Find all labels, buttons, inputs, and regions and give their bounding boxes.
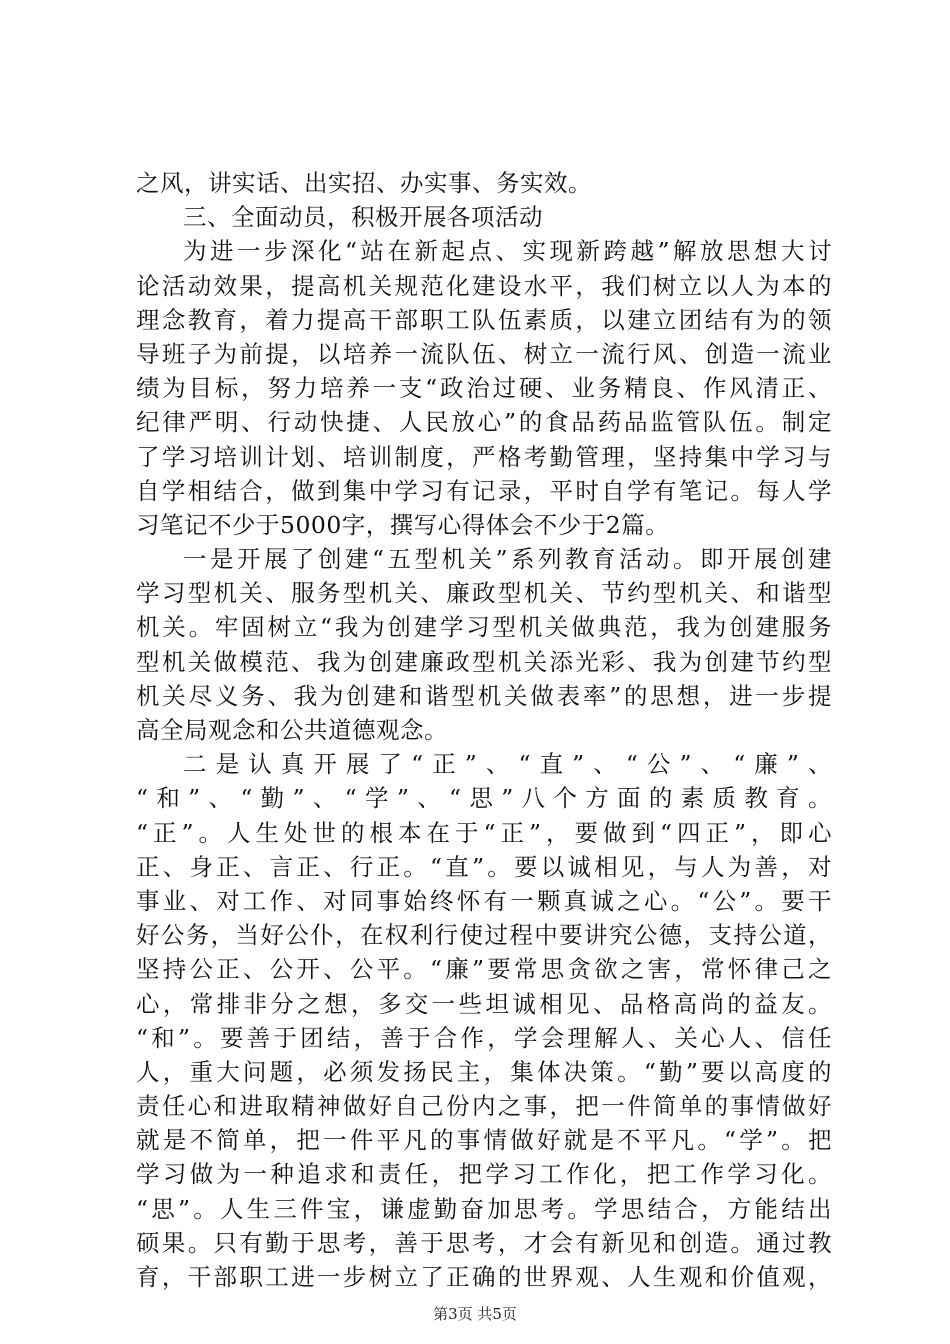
text-line: 纪律严明、行动快捷、人民放心”的食品药品监管队伍。制定 <box>136 408 832 437</box>
text-line: 机关。牢固树立“我为创建学习型机关做典范，我为创建服务 <box>136 613 832 642</box>
text-line: 人，重大问题，必须发扬民主，集体决策。“勤”要以高度的 <box>136 1057 832 1086</box>
text-line: 导班子为前提，以培养一流队伍、树立一流行风、创造一流业 <box>136 339 832 368</box>
text-line: 绩为目标，努力培养一支“政治过硬、业务精良、作风清正、 <box>136 374 832 403</box>
text-line: 论活动效果，提高机关规范化建设水平，我们树立以人为本的 <box>136 271 832 300</box>
text-line: 心，常排非分之想，多交一些坦诚相见、品格高尚的益友。 <box>136 989 832 1018</box>
text-line: 责任心和进取精神做好自己份内之事，把一件简单的事情做好 <box>136 1092 832 1121</box>
text-line: 型机关做模范、我为创建廉政型机关添光彩、我为创建节约型 <box>136 647 832 676</box>
text-line: 硕果。只有勤于思考，善于思考，才会有新见和创造。通过教 <box>136 1228 832 1257</box>
text-line: 习笔记不少于5000字，撰写心得体会不少于2篇。 <box>136 510 670 539</box>
text-line: 二是认真开展了“正”、“直”、“公”、“廉”、 <box>183 750 832 779</box>
text-line: 一是开展了创建“五型机关”系列教育活动。即开展创建 <box>183 545 832 574</box>
text-line: 了学习培训计划、培训制度，严格考勤管理，坚持集中学习与 <box>136 442 832 471</box>
text-line: 理念教育，着力提高干部职工队伍素质，以建立团结有为的领 <box>136 305 832 334</box>
text-line: 好公务，当好公仆，在权利行使过程中要讲究公德，支持公道， <box>136 921 832 950</box>
text-line: 为进一步深化“站在新起点、实现新跨越”解放思想大讨 <box>183 237 832 266</box>
text-line: 之风，讲实话、出实招、办实事、务实效。 <box>136 169 592 197</box>
text-line: 学习做为一种追求和责任，把学习工作化，把工作学习化。 <box>136 1160 832 1189</box>
text-line: “和”。要善于团结，善于合作，学会理解人、关心人、信任 <box>136 1023 832 1052</box>
text-line: 正、身正、言正、行正。“直”。要以诚相见，与人为善，对 <box>136 852 832 881</box>
text-line: 坚持公正、公开、公平。“廉”要常思贪欲之害，常怀律己之 <box>136 955 832 984</box>
page-footer <box>0 1303 950 1324</box>
text-line: 自学相结合，做到集中学习有记录，平时自学有笔记。每人学 <box>136 476 832 505</box>
text-line: “和”、“勤”、“学”、“思”八个方面的素质教育。 <box>136 784 832 813</box>
text-line: 育，干部职工进一步树立了正确的世界观、人生观和价值观， <box>136 1263 832 1291</box>
document-body <box>136 166 832 1294</box>
text-line: 事业、对工作、对同事始终怀有一颗真诚之心。“公”。要干 <box>136 886 832 915</box>
section-heading: 三、全面动员，积极开展各项活动 <box>183 203 543 232</box>
text-line: “正”。人生处世的根本在于“正”，要做到“四正”，即心 <box>136 818 832 847</box>
text-line: 学习型机关、服务型机关、廉政型机关、节约型机关、和谐型 <box>136 579 832 608</box>
text-line: “思”。人生三件宝，谦虚勤奋加思考。学思结合，方能结出 <box>136 1194 832 1223</box>
text-line: 机关尽义务、我为创建和谐型机关做表率”的思想，进一步提 <box>136 681 832 710</box>
page-number-label: 第3页 共5页 <box>433 1305 517 1323</box>
text-line: 就是不简单，把一件平凡的事情做好就是不平凡。“学”。把 <box>136 1126 832 1155</box>
text-line: 高全局观念和公共道德观念。 <box>136 716 448 744</box>
